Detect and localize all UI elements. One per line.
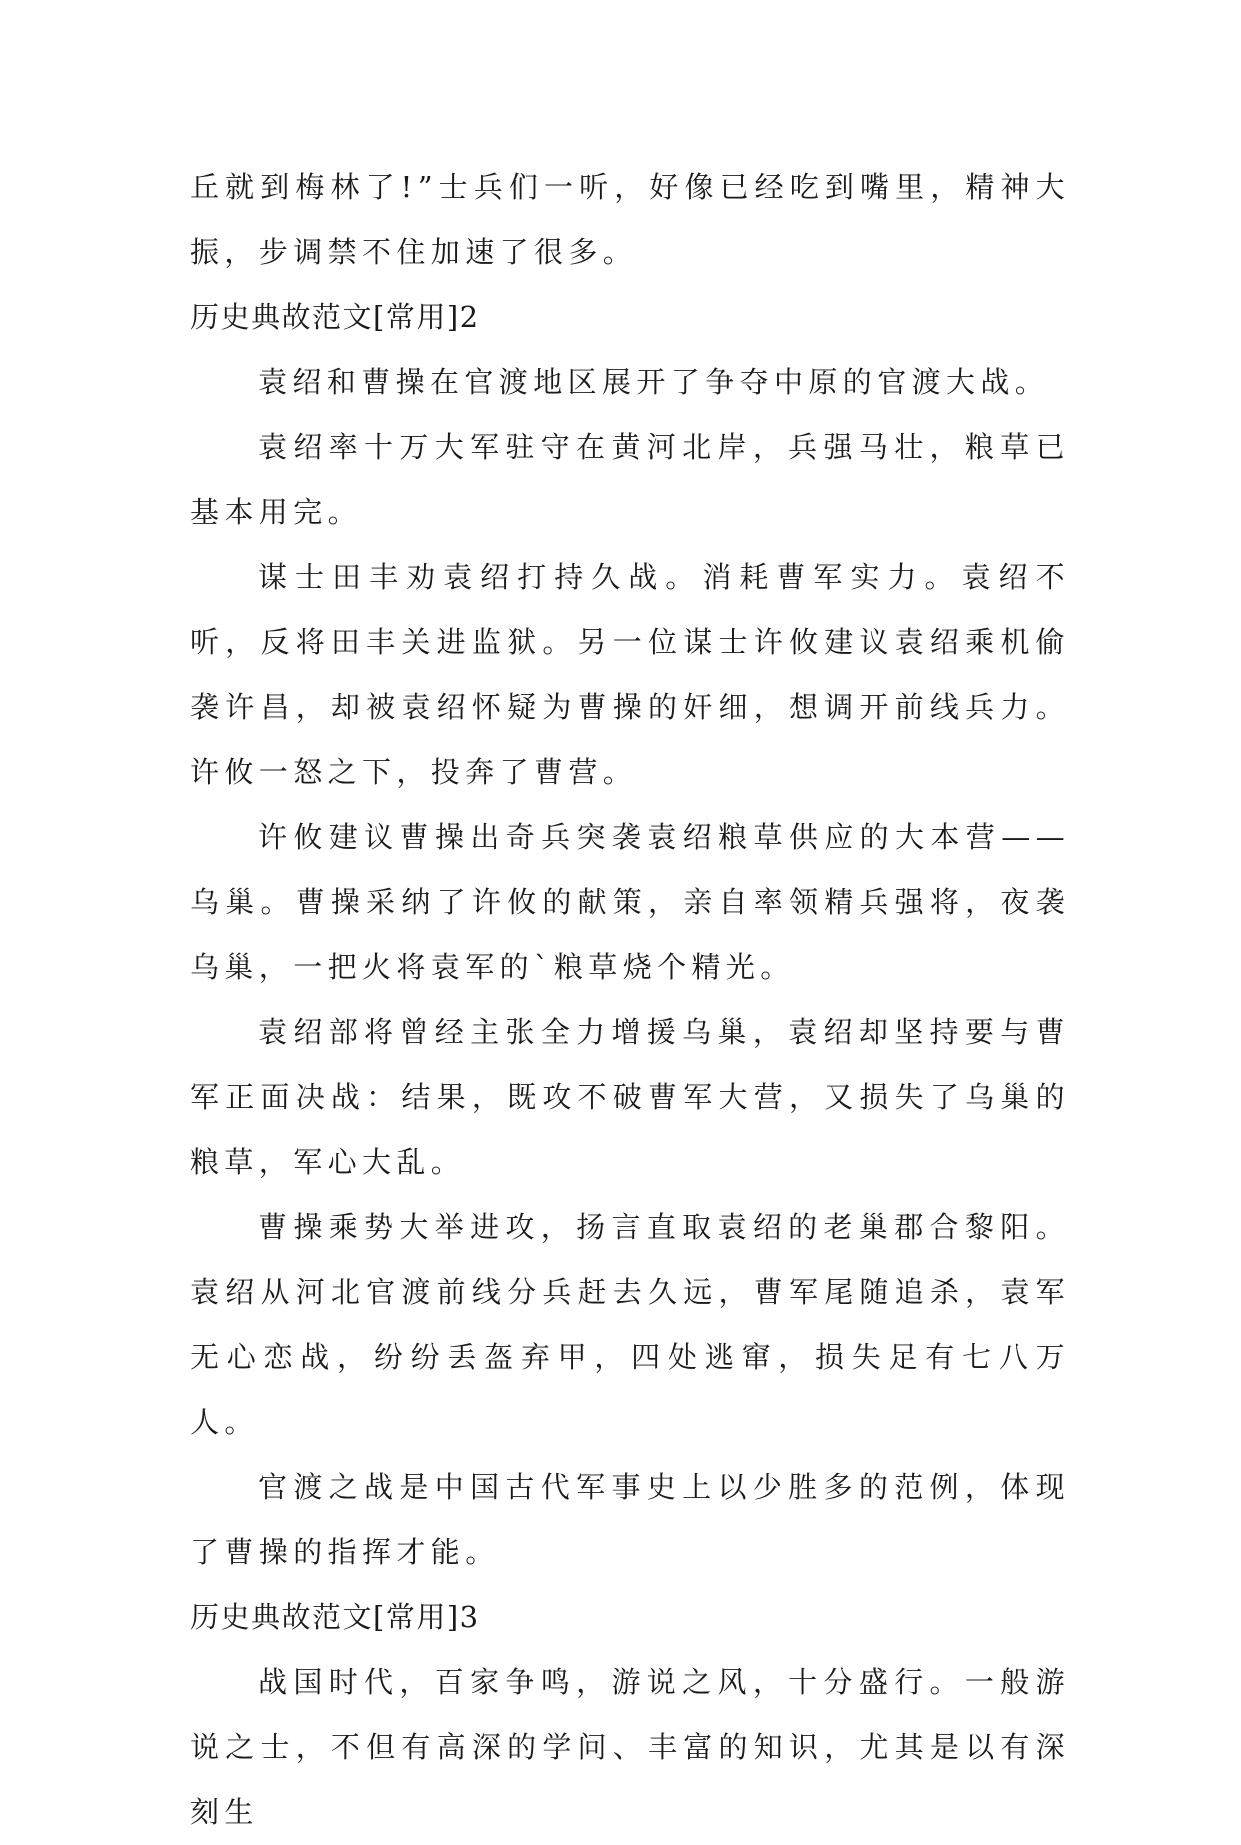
paragraph: 曹操乘势大举进攻，扬言直取袁绍的老巢郡合黎阳。袁绍从河北官渡前线分兵赶去久远，曹军尾随追杀，袁军无心恋战，纷纷丢盔弃甲，四处逃窜，损失足有七八万人。 <box>190 1210 1070 1439</box>
paragraph: 谋士田丰劝袁绍打持久战。消耗曹军实力。袁绍不听，反将田丰关进监狱。另一位谋士许攸建议袁绍乘机偷袭许昌，却被袁绍怀疑为曹操的奸细，想调开前线兵力。许攸一怒之下，投奔了曹营。 <box>190 560 1070 789</box>
paragraph: 袁绍和曹操在官渡地区展开了争夺中原的官渡大战。 <box>258 365 1050 399</box>
section-heading-2: 历史典故范文[常用]2 <box>190 300 480 334</box>
paragraph-continuation: 丘就到梅林了!”士兵们一听，好像已经吃到嘴里，精神大振，步调禁不住加速了很多。 <box>190 170 1070 269</box>
paragraph: 袁绍率十万大军驻守在黄河北岸，兵强马壮，粮草已基本用完。 <box>190 430 1070 529</box>
paragraph: 战国时代，百家争鸣，游说之风，十分盛行。一般游说之士，不但有高深的学问、丰富的知识，尤其是以有深刻生 <box>190 1665 1070 1829</box>
paragraph: 许攸建议曹操出奇兵突袭袁绍粮草供应的大本营——乌巢。曹操采纳了许攸的献策，亲自率领精兵强将，夜袭乌巢，一把火将袁军的`粮草烧个精光。 <box>190 820 1070 984</box>
paragraph: 官渡之战是中国古代军事史上以少胜多的范例，体现了曹操的指挥才能。 <box>190 1470 1070 1569</box>
section-heading-3: 历史典故范文[常用]3 <box>190 1600 480 1634</box>
document-body <box>190 155 1070 1845</box>
paragraph: 袁绍部将曾经主张全力增援乌巢，袁绍却坚持要与曹军正面决战：结果，既攻不破曹军大营，又损失了乌巢的粮草，军心大乱。 <box>190 1015 1070 1179</box>
